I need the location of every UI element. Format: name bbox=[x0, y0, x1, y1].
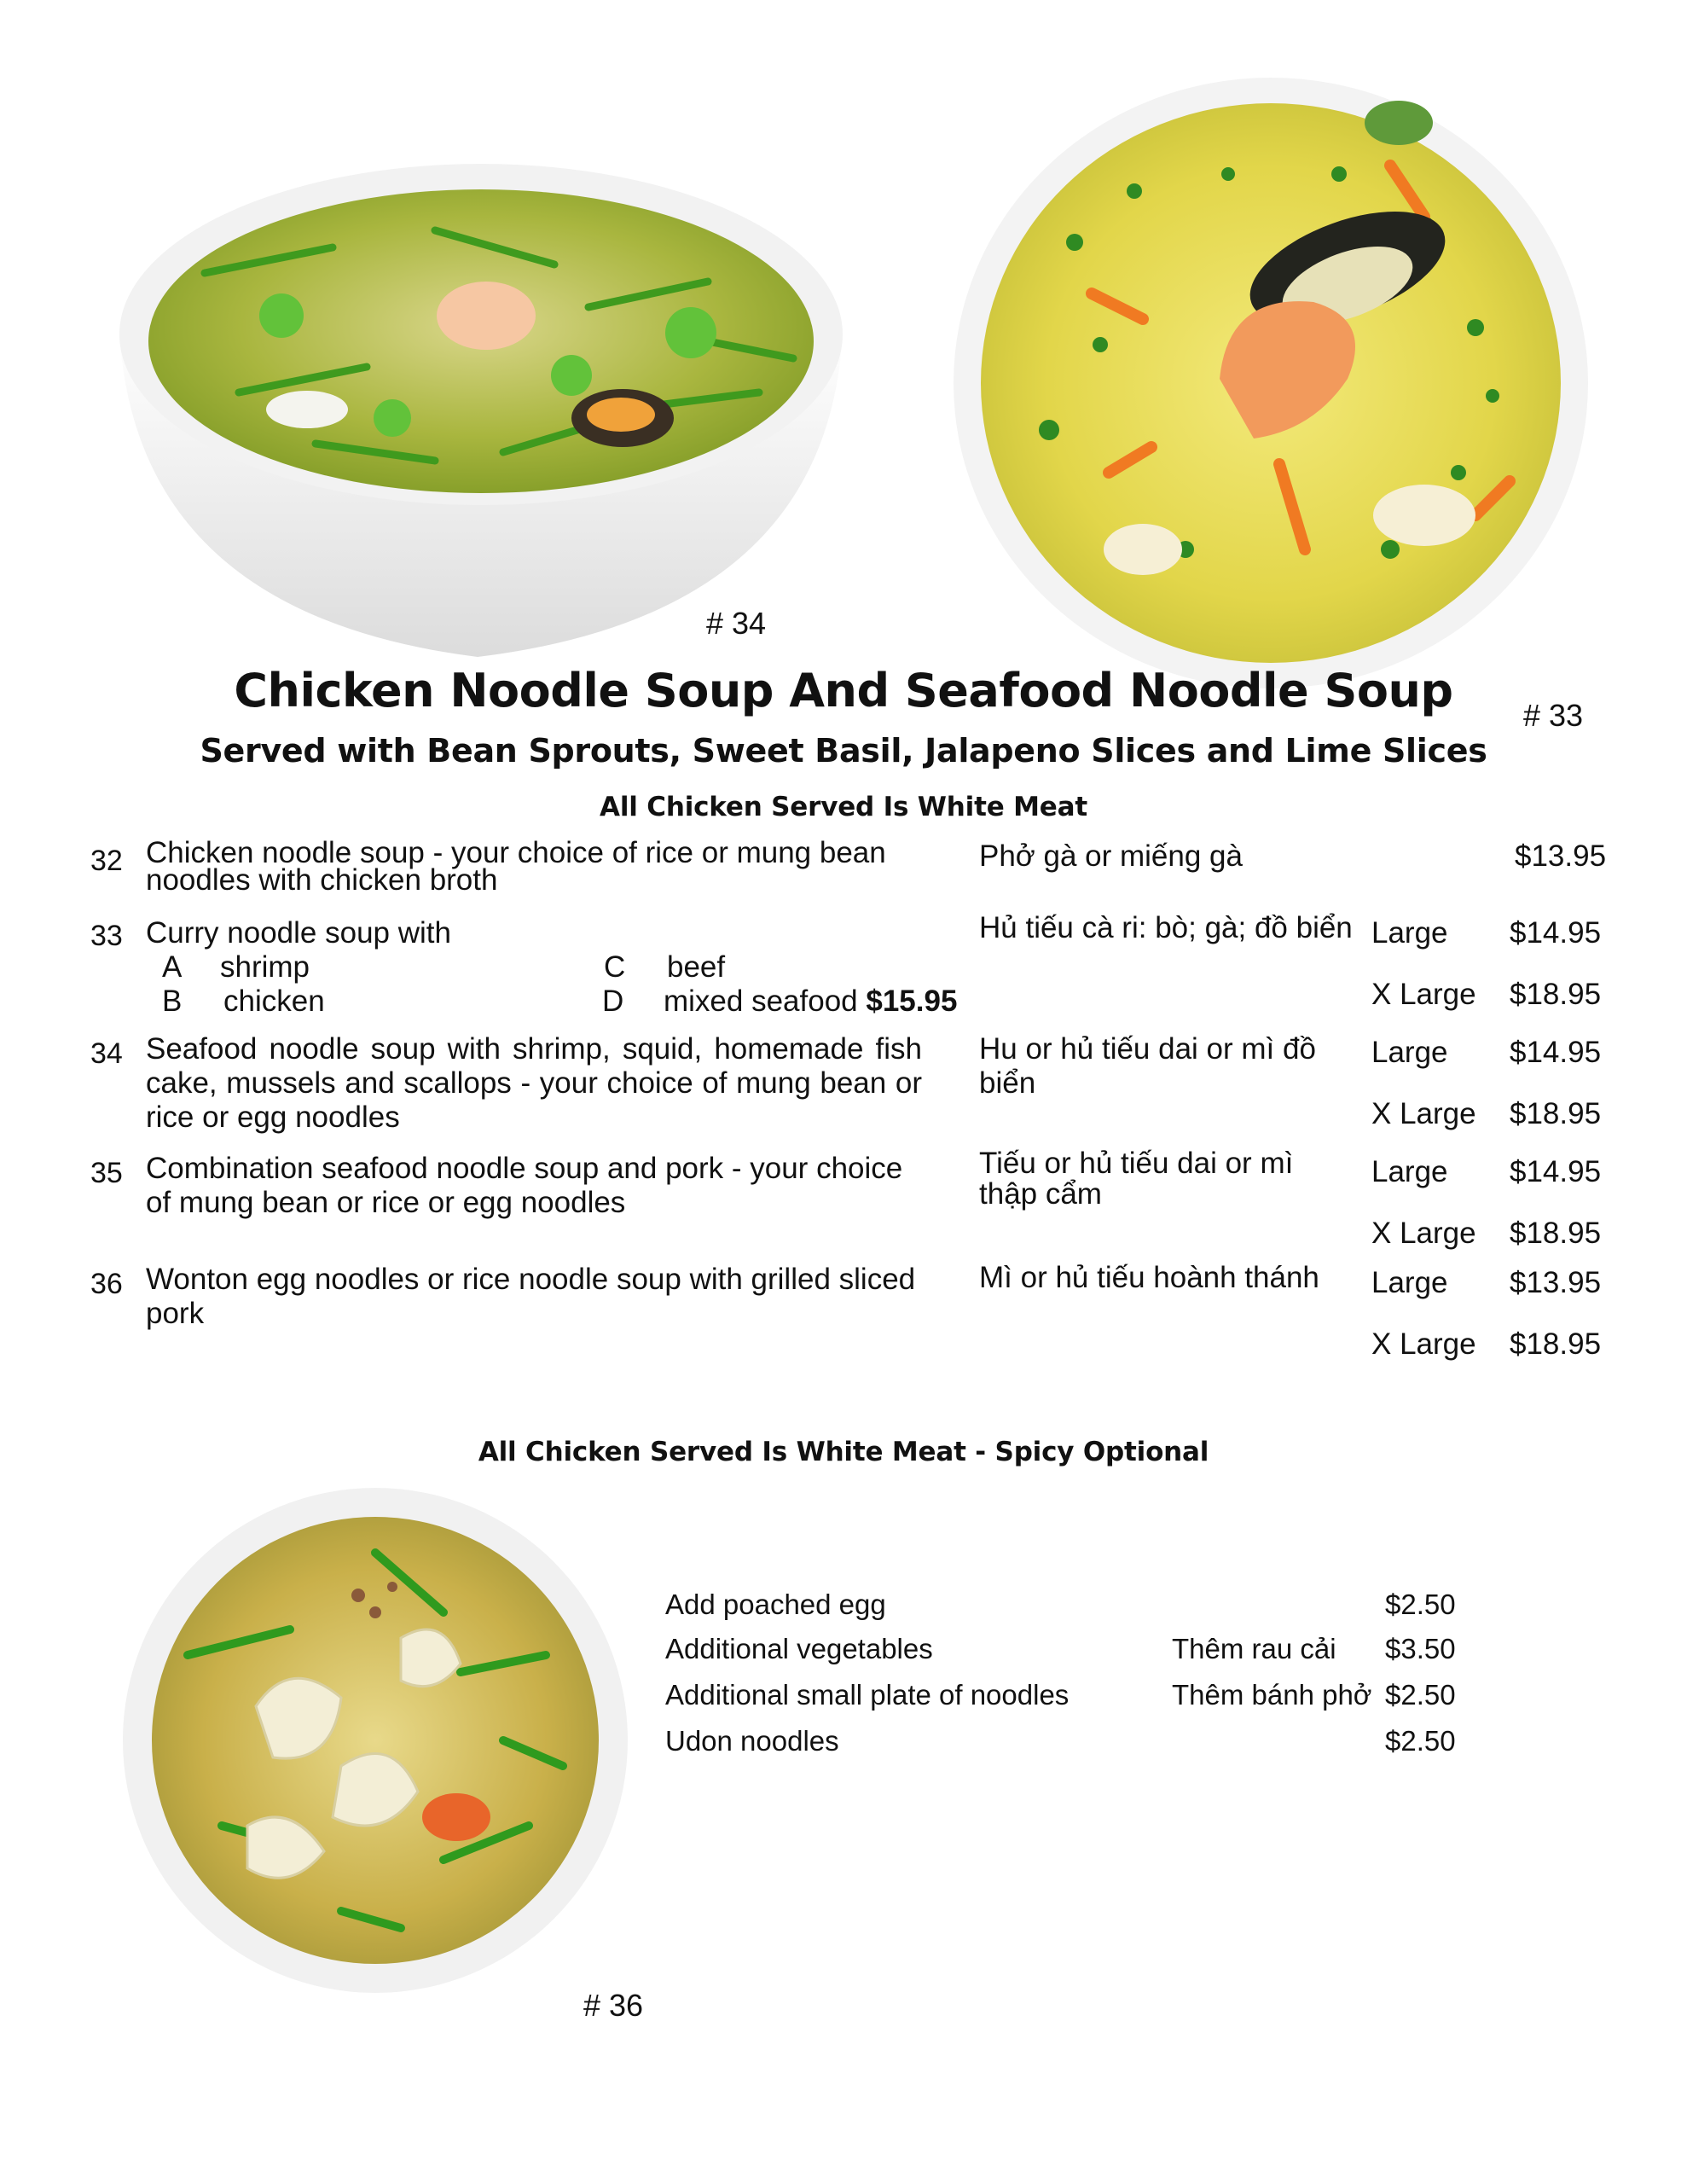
addon-price-vegetables: $3.50 bbox=[1385, 1633, 1456, 1664]
item-price-32: $13.95 bbox=[1515, 839, 1607, 873]
option-name-c: beef bbox=[667, 950, 726, 984]
addon-name-udon: Udon noodles bbox=[665, 1725, 839, 1757]
item-vietnamese-33: Hủ tiếu cà ri: bò; gà; đồ biển bbox=[979, 911, 1353, 944]
item-price-35-large: $14.95 bbox=[1510, 1155, 1602, 1188]
option-name-a: shrimp bbox=[220, 950, 310, 984]
item-number-34: 34 bbox=[90, 1037, 123, 1070]
option-price-d: $15.95 bbox=[866, 985, 958, 1018]
addon-price-udon: $2.50 bbox=[1385, 1725, 1456, 1757]
item-size-34-large: Large bbox=[1371, 1036, 1448, 1069]
item-size-33-xlarge: X Large bbox=[1371, 978, 1476, 1011]
item-price-33-large: $14.95 bbox=[1510, 916, 1602, 950]
item-size-33-large: Large bbox=[1371, 916, 1448, 950]
addon-name-noodle-plate: Additional small plate of noodles bbox=[665, 1679, 1070, 1711]
item-number-33: 33 bbox=[90, 920, 123, 952]
item-size-36-large: Large bbox=[1371, 1266, 1448, 1299]
option-name-d bbox=[664, 985, 957, 1019]
item-description-35: Combination seafood noodle soup and pork - your choice of mung bean or rice or egg noodles bbox=[146, 1152, 903, 1219]
item-vietnamese-36: Mì or hủ tiếu hoành thánh bbox=[979, 1261, 1319, 1294]
addon-vietnamese-vegetables: Thêm rau cải bbox=[1172, 1633, 1336, 1664]
spicy-optional-note: All Chicken Served Is White Meat - Spicy Optional bbox=[478, 1437, 1209, 1467]
item-size-35-large: Large bbox=[1371, 1155, 1448, 1188]
page-subtitle: Served with Bean Sprouts, Sweet Basil, Jalapeno Slices and Lime Slices bbox=[200, 732, 1487, 770]
item-size-36-xlarge: X Large bbox=[1371, 1327, 1476, 1361]
item-price-34-large: $14.95 bbox=[1510, 1036, 1602, 1069]
item-description-32: Chicken noodle soup - your choice of rice or mung bean noodles with chicken broth bbox=[146, 836, 886, 897]
item-description-34: Seafood noodle soup with shrimp, squid, homemade fish cake, mussels and scallops - your choice of mung bean or rice or egg noodles bbox=[146, 1032, 922, 1134]
item-size-35-xlarge: X Large bbox=[1371, 1217, 1476, 1250]
item-size-34-xlarge: X Large bbox=[1371, 1097, 1476, 1130]
item-number-36: 36 bbox=[90, 1268, 123, 1300]
item-price-36-large: $13.95 bbox=[1510, 1266, 1602, 1299]
page-title: Chicken Noodle Soup And Seafood Noodle Soup bbox=[234, 664, 1453, 717]
option-letter-b: B bbox=[162, 985, 183, 1018]
curry-noodle-soup-photo bbox=[947, 72, 1595, 694]
item-price-34-xlarge: $18.95 bbox=[1510, 1097, 1602, 1130]
option-name-d-label: mixed seafood bbox=[664, 985, 858, 1018]
wonton-noodle-soup-photo bbox=[119, 1484, 631, 1996]
item-vietnamese-32: Phở gà or miếng gà bbox=[979, 839, 1243, 873]
option-letter-d: D bbox=[602, 985, 624, 1018]
seafood-noodle-soup-photo bbox=[111, 136, 853, 682]
addon-price-noodle-plate: $2.50 bbox=[1385, 1679, 1456, 1711]
item-price-35-xlarge: $18.95 bbox=[1510, 1217, 1602, 1250]
option-letter-a: A bbox=[162, 950, 183, 984]
item-description-33: Curry noodle soup with bbox=[146, 916, 451, 950]
option-letter-c: C bbox=[604, 950, 626, 984]
addon-name-poached-egg: Add poached egg bbox=[665, 1589, 886, 1620]
white-meat-note: All Chicken Served Is White Meat bbox=[600, 792, 1087, 822]
item-number-32: 32 bbox=[90, 845, 123, 877]
addon-price-poached-egg: $2.50 bbox=[1385, 1589, 1456, 1620]
item-description-36: Wonton egg noodles or rice noodle soup with grilled sliced pork bbox=[146, 1263, 916, 1330]
photo-caption-33: # 33 bbox=[1523, 698, 1584, 733]
item-vietnamese-35: Tiếu or hủ tiếu dai or mì thập cẩm bbox=[979, 1147, 1294, 1211]
item-vietnamese-34: Hu or hủ tiếu dai or mì đồ biển bbox=[979, 1032, 1316, 1100]
photo-caption-36: # 36 bbox=[583, 1988, 644, 2023]
item-price-36-xlarge: $18.95 bbox=[1510, 1327, 1602, 1361]
photo-caption-34: # 34 bbox=[706, 606, 767, 641]
item-price-33-xlarge: $18.95 bbox=[1510, 978, 1602, 1011]
addon-name-vegetables: Additional vegetables bbox=[665, 1633, 933, 1664]
item-number-35: 35 bbox=[90, 1157, 123, 1189]
option-name-b: chicken bbox=[223, 985, 325, 1018]
addon-vietnamese-noodle-plate: Thêm bánh phở bbox=[1172, 1679, 1372, 1711]
